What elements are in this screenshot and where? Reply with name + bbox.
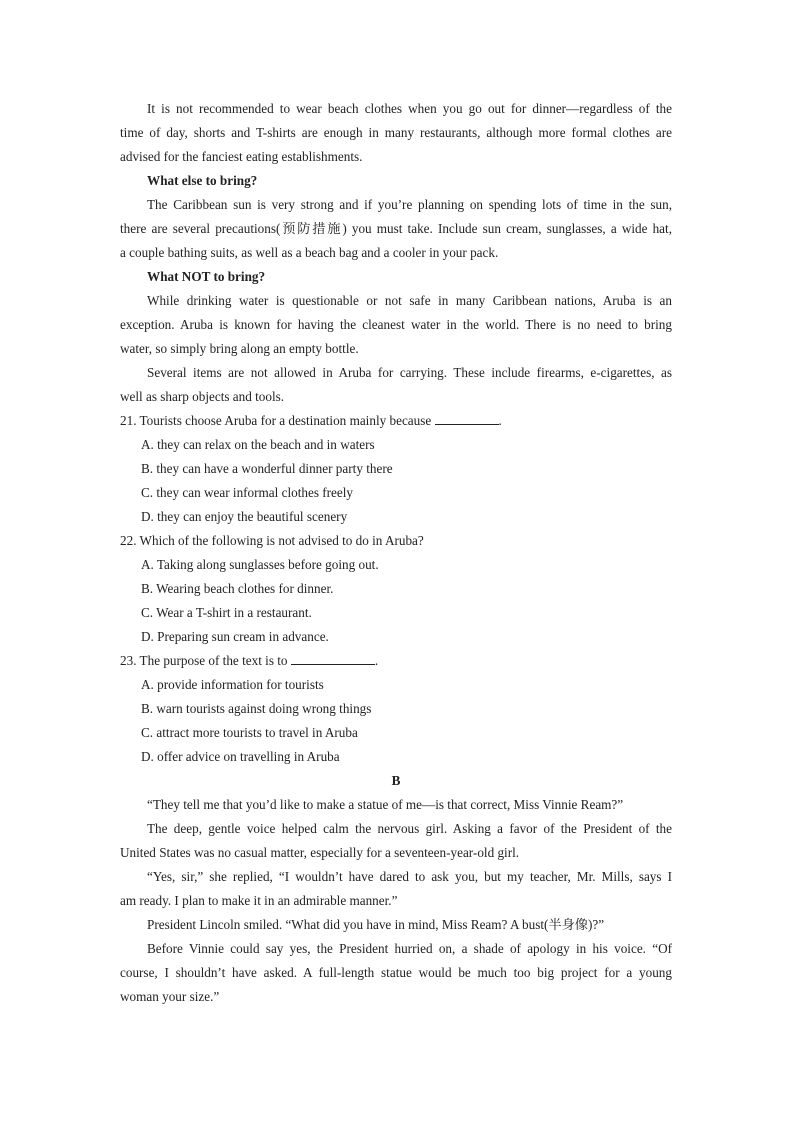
question-22 (120, 529, 672, 649)
answer-blank (435, 410, 499, 425)
section-heading-what-else-to-bring: What else to bring? (147, 173, 258, 188)
question-stem (120, 529, 672, 553)
question-stem-end: . (498, 413, 502, 428)
answer-option: C. Wear a T-shirt in a restaurant. (141, 605, 312, 620)
question-stem-text: 21. Tourists choose Aruba for a destination mainly because (120, 413, 432, 428)
answer-option: D. they can enjoy the beautiful scenery (141, 509, 348, 524)
text-line: “Yes, sir,” she replied, “I wouldn’t have dared to ask you, but my teacher, Mr. Mills, says I (147, 869, 672, 884)
answer-option: B. Wearing beach clothes for dinner. (141, 581, 334, 596)
text-line: Several items are not allowed in Aruba for carrying. These include firearms, e-cigarettes, as (147, 365, 672, 380)
text-line: there are several precautions(预防措施) you must take. Include sun cream, sunglasses, a wide hat, (120, 221, 672, 236)
question-stem-end: . (374, 653, 379, 668)
paragraph-b-2 (120, 817, 672, 865)
text-line: well as sharp objects and tools. (120, 389, 285, 404)
passage-label: B (391, 773, 401, 788)
text-line: The Caribbean sun is very strong and if you’re planning on spending lots of time in the sun, (147, 197, 672, 212)
question-23 (120, 649, 672, 769)
text-line: advised for the fanciest eating establishments. (120, 149, 363, 164)
answer-option: B. warn tourists against doing wrong things (141, 701, 372, 716)
section-heading-what-not-to-bring: What NOT to bring? (147, 269, 266, 284)
answer-option: A. Taking along sunglasses before going out. (141, 557, 379, 572)
text-line: am ready. I plan to make it in an admirable manner.” (120, 893, 398, 908)
text-line: It is not recommended to wear beach clothes when you go out for dinner—regardless of the (147, 101, 672, 116)
text-line: water, so simply bring along an empty bottle. (120, 341, 359, 356)
paragraph-b-1: “They tell me that you’d like to make a statue of me—is that correct, Miss Vinnie Ream?” (147, 797, 624, 812)
question-stem (120, 409, 672, 433)
text-line: The deep, gentle voice helped calm the nervous girl. Asking a favor of the President of the (147, 821, 672, 836)
paragraph-prohibited-items (120, 361, 672, 409)
answer-blank (291, 650, 375, 665)
question-21 (120, 409, 672, 529)
answer-option: A. provide information for tourists (141, 677, 324, 692)
answer-option: A. they can relax on the beach and in waters (141, 437, 375, 452)
text-line: a couple bathing suits, as well as a beach bag and a cooler in your pack. (120, 245, 499, 260)
question-stem-text: 22. Which of the following is not advised to do in Aruba? (120, 533, 424, 548)
text-line: woman your size.” (120, 989, 220, 1004)
answer-option: B. they can have a wonderful dinner party there (141, 461, 393, 476)
paragraph-b-5 (120, 937, 672, 1009)
text-line: United States was no casual matter, especially for a seventeen-year-old girl. (120, 845, 520, 860)
text-line: exception. Aruba is known for having the cleanest water in the world. There is no need to bring (120, 317, 672, 332)
answer-option: C. they can wear informal clothes freely (141, 485, 354, 500)
question-stem (120, 649, 672, 673)
paragraph-b-3 (120, 865, 672, 913)
paragraph-b-4: President Lincoln smiled. “What did you have in mind, Miss Ream? A bust(半身像)?” (147, 917, 605, 932)
document-page (120, 97, 672, 1009)
paragraph-sun-precautions (120, 193, 672, 265)
text-line: course, I shouldn’t have asked. A full-length statue would be much too big project for a young (120, 965, 672, 980)
paragraph-drinking-water (120, 289, 672, 361)
answer-option: C. attract more tourists to travel in Aruba (141, 725, 358, 740)
answer-option: D. offer advice on travelling in Aruba (141, 749, 340, 764)
text-line: Before Vinnie could say yes, the President hurried on, a shade of apology in his voice. “Of (147, 941, 672, 956)
paragraph-dress-code (120, 97, 672, 169)
question-stem-text: 23. The purpose of the text is to (120, 653, 288, 668)
text-line: time of day, shorts and T-shirts are enough in many restaurants, although more formal clothes are (120, 125, 672, 140)
text-line: While drinking water is questionable or not safe in many Caribbean nations, Aruba is an (147, 293, 672, 308)
answer-option: D. Preparing sun cream in advance. (141, 629, 329, 644)
